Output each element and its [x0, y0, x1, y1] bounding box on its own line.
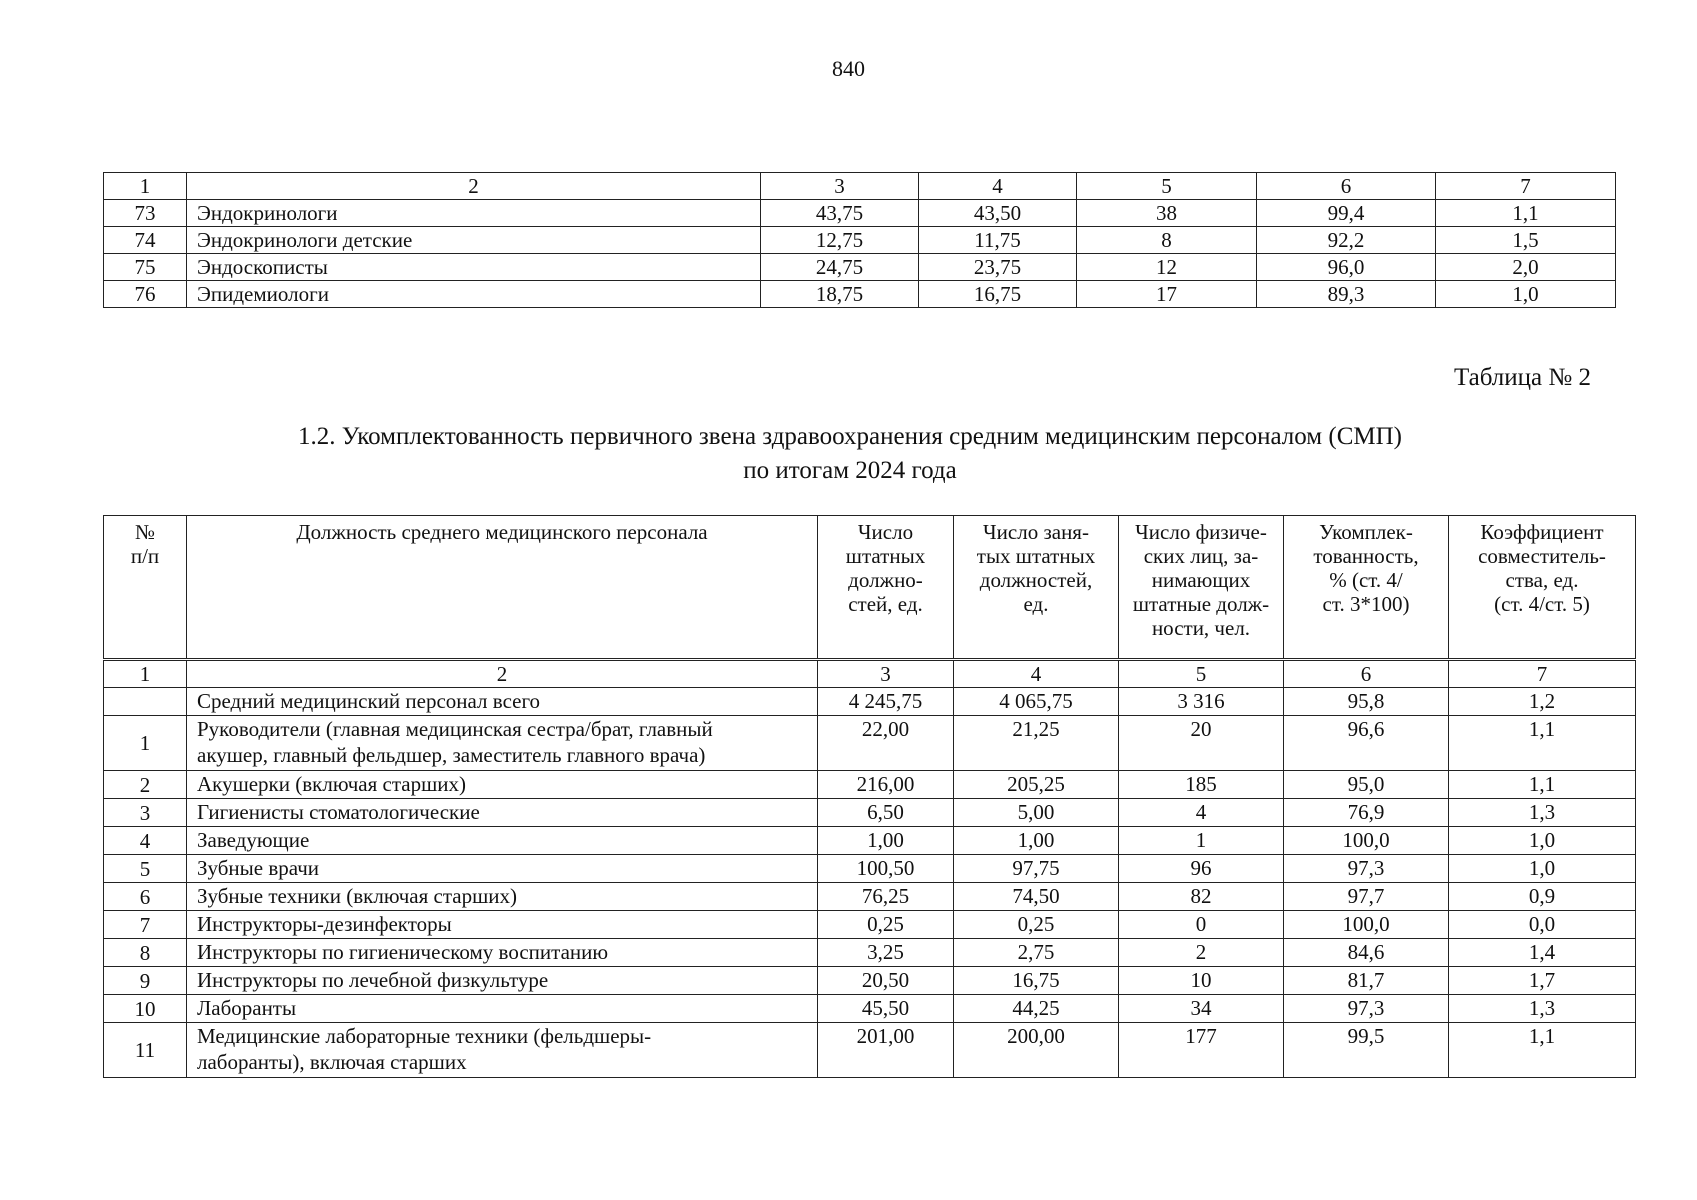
row-number: 8	[104, 939, 187, 967]
table-cell: 1,3	[1449, 995, 1636, 1023]
table-cell: 99,5	[1284, 1023, 1449, 1078]
position-name: Инструкторы по гигиеническому воспитанию	[187, 939, 818, 967]
column-number: 2	[187, 660, 818, 688]
table-row	[104, 995, 1636, 1023]
table-cell: 16,75	[954, 967, 1119, 995]
position-name: Медицинские лабораторные техники (фельдшеры- лаборанты), включая старших	[187, 1023, 818, 1078]
table-cell: 0,9	[1449, 883, 1636, 911]
table-cell: 100,50	[818, 855, 954, 883]
section-title	[0, 420, 1697, 488]
table-cell: 38	[1077, 200, 1257, 227]
table-cell: 1,2	[1449, 688, 1636, 716]
table-cell: 1,5	[1436, 227, 1616, 254]
table-row	[104, 939, 1636, 967]
table-row	[104, 771, 1636, 799]
table-cell: 84,6	[1284, 939, 1449, 967]
table-cell: 200,00	[954, 1023, 1119, 1078]
table-cell: 11,75	[919, 227, 1077, 254]
position-name: Инструкторы-дезинфекторы	[187, 911, 818, 939]
table-cell: 1	[1119, 827, 1284, 855]
table-row	[104, 1023, 1636, 1078]
table-cell: 76	[104, 281, 187, 308]
table-cell: 3,25	[818, 939, 954, 967]
position-name: Акушерки (включая старших)	[187, 771, 818, 799]
table-row	[104, 200, 1616, 227]
row-number	[104, 688, 187, 716]
table-cell: 0	[1119, 911, 1284, 939]
column-number: 6	[1284, 660, 1449, 688]
table-cell: 97,3	[1284, 855, 1449, 883]
table-row	[104, 799, 1636, 827]
table-cell: 2,75	[954, 939, 1119, 967]
table-cell: 34	[1119, 995, 1284, 1023]
position-name: Эндокринологи	[187, 200, 761, 227]
table-cell: 76,9	[1284, 799, 1449, 827]
table-cell: 5,00	[954, 799, 1119, 827]
table-cell: 0,0	[1449, 911, 1636, 939]
column-header: Укомплек- тованность, % (ст. 4/ ст. 3*100)	[1284, 516, 1449, 660]
table-cell: 4	[1119, 799, 1284, 827]
table-cell: 0,25	[954, 911, 1119, 939]
table-cell: 44,25	[954, 995, 1119, 1023]
table-cell: 1,0	[1449, 827, 1636, 855]
table-cell: 43,75	[761, 200, 919, 227]
table-cell: 96,6	[1284, 716, 1449, 771]
table-cell: 1,1	[1449, 716, 1636, 771]
column-number: 3	[761, 173, 919, 200]
table-cell: 82	[1119, 883, 1284, 911]
table-row	[104, 967, 1636, 995]
position-name: Средний медицинский персонал всего	[187, 688, 818, 716]
table-row	[104, 254, 1616, 281]
column-number: 4	[919, 173, 1077, 200]
table-cell: 89,3	[1257, 281, 1436, 308]
table-row	[104, 855, 1636, 883]
table-cell: 1,00	[818, 827, 954, 855]
column-header: № п/п	[104, 516, 187, 660]
position-name: Эндокринологи детские	[187, 227, 761, 254]
position-name: Эпидемиологи	[187, 281, 761, 308]
column-number: 5	[1077, 173, 1257, 200]
table-cell: 23,75	[919, 254, 1077, 281]
table-row	[104, 911, 1636, 939]
row-number: 3	[104, 799, 187, 827]
table-row	[104, 688, 1636, 716]
table-cell: 185	[1119, 771, 1284, 799]
table-cell: 8	[1077, 227, 1257, 254]
table-row	[104, 883, 1636, 911]
row-number: 9	[104, 967, 187, 995]
column-number: 7	[1449, 660, 1636, 688]
table-cell: 17	[1077, 281, 1257, 308]
table-cell: 20	[1119, 716, 1284, 771]
column-number: 2	[187, 173, 761, 200]
table-cell: 16,75	[919, 281, 1077, 308]
table-cell: 1,0	[1449, 855, 1636, 883]
row-number: 4	[104, 827, 187, 855]
table-cell: 95,0	[1284, 771, 1449, 799]
table-cell: 2	[1119, 939, 1284, 967]
table-cell: 45,50	[818, 995, 954, 1023]
table-cell: 18,75	[761, 281, 919, 308]
table-cell: 1,0	[1436, 281, 1616, 308]
table-cell: 1,00	[954, 827, 1119, 855]
table-cell: 2,0	[1436, 254, 1616, 281]
table-cell: 100,0	[1284, 911, 1449, 939]
column-number: 3	[818, 660, 954, 688]
column-number-row	[104, 660, 1636, 688]
table-cell: 12	[1077, 254, 1257, 281]
table-label: Таблица № 2	[1453, 364, 1591, 391]
table-cell: 12,75	[761, 227, 919, 254]
table-cell: 6,50	[818, 799, 954, 827]
table-row	[104, 227, 1616, 254]
table-cell: 97,75	[954, 855, 1119, 883]
column-number: 1	[104, 660, 187, 688]
column-number: 5	[1119, 660, 1284, 688]
column-number-row	[104, 173, 1616, 200]
staffing-table	[103, 515, 1636, 1078]
column-number: 4	[954, 660, 1119, 688]
table-cell: 22,00	[818, 716, 954, 771]
title-line-2: по итогам 2024 года	[743, 457, 957, 484]
column-header: Число штатных должно- стей, ед.	[818, 516, 954, 660]
column-header: Число физиче- ских лиц, за- нимающих штатные долж- ности, чел.	[1119, 516, 1284, 660]
table-cell: 73	[104, 200, 187, 227]
position-name: Руководители (главная медицинская сестра/брат, главный акушер, главный фельдшер, заместитель главного врача)	[187, 716, 818, 771]
table-cell: 75	[104, 254, 187, 281]
table-cell: 20,50	[818, 967, 954, 995]
table-cell: 0,25	[818, 911, 954, 939]
position-name: Лаборанты	[187, 995, 818, 1023]
table-cell: 205,25	[954, 771, 1119, 799]
position-name: Эндоскописты	[187, 254, 761, 281]
row-number: 10	[104, 995, 187, 1023]
table-row	[104, 827, 1636, 855]
table-cell: 92,2	[1257, 227, 1436, 254]
column-number: 6	[1257, 173, 1436, 200]
continuation-table	[103, 172, 1616, 308]
column-number: 1	[104, 173, 187, 200]
table-cell: 24,75	[761, 254, 919, 281]
column-header: Коэффициент совместитель- ства, ед. (ст. 4/ст. 5)	[1449, 516, 1636, 660]
table-cell: 97,3	[1284, 995, 1449, 1023]
table-cell: 1,3	[1449, 799, 1636, 827]
table-cell: 1,7	[1449, 967, 1636, 995]
row-number: 7	[104, 911, 187, 939]
table-row	[104, 716, 1636, 771]
table-cell: 74,50	[954, 883, 1119, 911]
table-cell: 74	[104, 227, 187, 254]
column-header: Число заня- тых штатных должностей, ед.	[954, 516, 1119, 660]
column-header: Должность среднего медицинского персонала	[187, 516, 818, 660]
table-cell: 21,25	[954, 716, 1119, 771]
table-cell: 1,1	[1436, 200, 1616, 227]
position-name: Гигиенисты стоматологические	[187, 799, 818, 827]
row-number: 2	[104, 771, 187, 799]
table-cell: 3 316	[1119, 688, 1284, 716]
position-name: Зубные техники (включая старших)	[187, 883, 818, 911]
table-cell: 10	[1119, 967, 1284, 995]
table-cell: 1,4	[1449, 939, 1636, 967]
position-name: Заведующие	[187, 827, 818, 855]
table-cell: 95,8	[1284, 688, 1449, 716]
table-cell: 201,00	[818, 1023, 954, 1078]
table-cell: 4 065,75	[954, 688, 1119, 716]
title-line-1: 1.2. Укомплектованность первичного звена здравоохранения средним медицинским персоналом (СМП)	[297, 423, 1402, 450]
column-number: 7	[1436, 173, 1616, 200]
table-row	[104, 281, 1616, 308]
row-number: 6	[104, 883, 187, 911]
table-cell: 4 245,75	[818, 688, 954, 716]
page-number: 840	[832, 56, 865, 81]
table-cell: 177	[1119, 1023, 1284, 1078]
table-cell: 43,50	[919, 200, 1077, 227]
table-cell: 99,4	[1257, 200, 1436, 227]
table-cell: 81,7	[1284, 967, 1449, 995]
position-name: Инструкторы по лечебной физкультуре	[187, 967, 818, 995]
table-cell: 216,00	[818, 771, 954, 799]
row-number: 1	[104, 716, 187, 771]
row-number: 11	[104, 1023, 187, 1078]
table-cell: 100,0	[1284, 827, 1449, 855]
table-cell: 76,25	[818, 883, 954, 911]
position-name: Зубные врачи	[187, 855, 818, 883]
table-cell: 96,0	[1257, 254, 1436, 281]
row-number: 5	[104, 855, 187, 883]
table-cell: 97,7	[1284, 883, 1449, 911]
table-cell: 96	[1119, 855, 1284, 883]
table-cell: 1,1	[1449, 1023, 1636, 1078]
table-cell: 1,1	[1449, 771, 1636, 799]
